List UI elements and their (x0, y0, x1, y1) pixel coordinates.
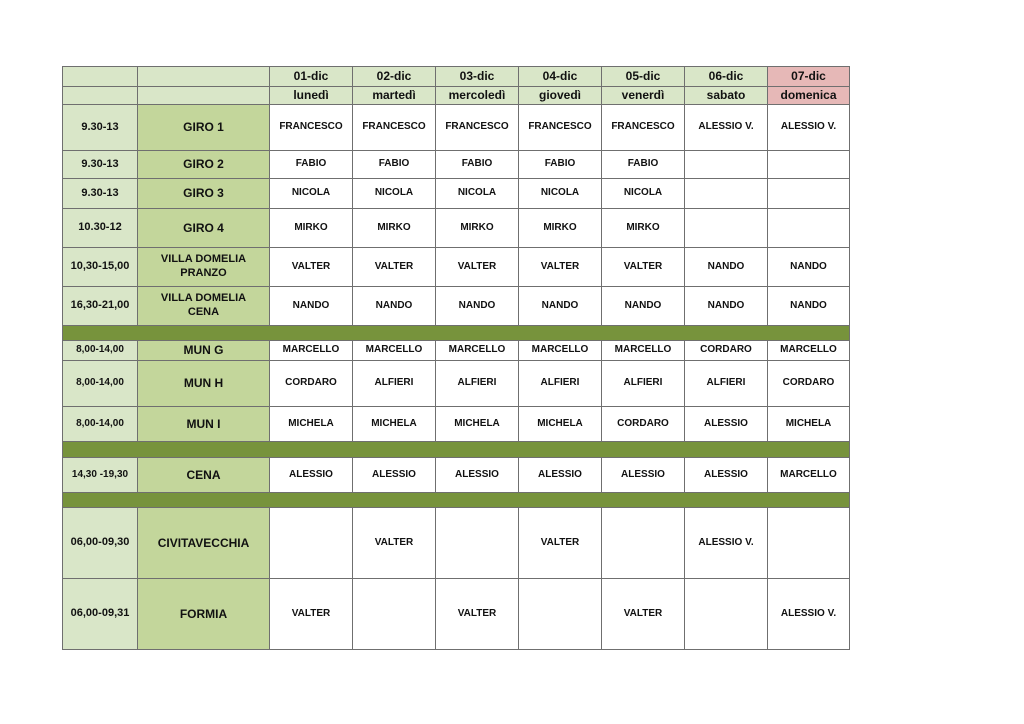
schedule-cell (436, 508, 519, 579)
schedule-cell: ALFIERI (685, 361, 768, 407)
schedule-cell: NANDO (685, 287, 768, 326)
schedule-cell: MIRKO (270, 209, 353, 248)
schedule-cell: MICHELA (436, 407, 519, 442)
schedule-cell: MICHELA (768, 407, 850, 442)
shift-label (138, 287, 270, 326)
schedule-cell (768, 179, 850, 209)
schedule-cell: ALFIERI (519, 361, 602, 407)
schedule-cell: VALTER (353, 508, 436, 579)
schedule-cell: CORDARO (602, 407, 685, 442)
schedule-cell: NICOLA (436, 179, 519, 209)
schedule-cell: NANDO (685, 248, 768, 287)
shift-label: CIVITAVECCHIA (138, 508, 270, 579)
table-row (63, 361, 850, 407)
schedule-cell: FABIO (519, 151, 602, 179)
schedule-cell: FRANCESCO (270, 105, 353, 151)
schedule-cell: CORDARO (270, 361, 353, 407)
shift-label: MUN G (138, 341, 270, 361)
table-row (63, 508, 850, 579)
header-blank-cell (63, 67, 138, 87)
header-day: sabato (685, 87, 768, 105)
shift-label-line2: CENA (187, 306, 220, 318)
schedule-cell: ALESSIO V. (768, 105, 850, 151)
schedule-cell: NICOLA (602, 179, 685, 209)
table-row (63, 407, 850, 442)
schedule-cell: ALESSIO (685, 407, 768, 442)
header-date-sunday: 07-dic (768, 67, 850, 87)
schedule-cell: VALTER (519, 248, 602, 287)
header-date: 06-dic (685, 67, 768, 87)
schedule-cell: VALTER (602, 579, 685, 650)
header-day-sunday: domenica (768, 87, 850, 105)
shift-label: GIRO 3 (138, 179, 270, 209)
schedule-cell: VALTER (436, 579, 519, 650)
schedule-cell (685, 579, 768, 650)
schedule-cell: MIRKO (602, 209, 685, 248)
time-slot: 8,00-14,00 (63, 341, 138, 361)
header-day: giovedì (519, 87, 602, 105)
schedule-cell: ALESSIO (436, 458, 519, 493)
schedule-cell (270, 508, 353, 579)
separator-row (63, 442, 850, 458)
schedule-cell (353, 579, 436, 650)
schedule-cell: MICHELA (270, 407, 353, 442)
table-row (63, 341, 850, 361)
schedule-cell: NANDO (768, 248, 850, 287)
schedule-cell: ALESSIO (602, 458, 685, 493)
schedule-cell: NANDO (602, 287, 685, 326)
schedule-cell: NANDO (353, 287, 436, 326)
schedule-cell: ALFIERI (436, 361, 519, 407)
schedule-cell (602, 508, 685, 579)
schedule-cell (519, 579, 602, 650)
schedule-cell: FRANCESCO (519, 105, 602, 151)
schedule-cell: NANDO (270, 287, 353, 326)
shift-label-line1: VILLA DOMELIA (160, 253, 247, 266)
time-slot: 8,00-14,00 (63, 361, 138, 407)
header-date: 01-dic (270, 67, 353, 87)
schedule-cell: VALTER (519, 508, 602, 579)
schedule-cell: MICHELA (353, 407, 436, 442)
shift-label: CENA (138, 458, 270, 493)
schedule-cell: CORDARO (685, 341, 768, 361)
time-slot: 8,00-14,00 (63, 407, 138, 442)
time-slot: 10.30-12 (63, 209, 138, 248)
schedule-cell: MARCELLO (768, 458, 850, 493)
schedule-cell: NICOLA (353, 179, 436, 209)
header-date: 02-dic (353, 67, 436, 87)
time-slot: 9.30-13 (63, 179, 138, 209)
schedule-cell: FRANCESCO (436, 105, 519, 151)
separator-bar (63, 493, 850, 508)
header-day: martedì (353, 87, 436, 105)
schedule-cell: FABIO (353, 151, 436, 179)
header-date: 04-dic (519, 67, 602, 87)
schedule-cell: MARCELLO (436, 341, 519, 361)
schedule-cell: MARCELLO (519, 341, 602, 361)
schedule-cell: MIRKO (519, 209, 602, 248)
schedule-cell: ALESSIO V. (685, 105, 768, 151)
schedule-cell: VALTER (270, 248, 353, 287)
schedule-cell: NANDO (436, 287, 519, 326)
shift-label (138, 248, 270, 287)
header-date: 03-dic (436, 67, 519, 87)
schedule-cell: NICOLA (270, 179, 353, 209)
schedule-cell: FABIO (436, 151, 519, 179)
schedule-cell: MARCELLO (768, 341, 850, 361)
time-slot: 14,30 -19,30 (63, 458, 138, 493)
table-row (63, 287, 850, 326)
schedule-cell: ALESSIO V. (768, 579, 850, 650)
time-slot: 06,00-09,31 (63, 579, 138, 650)
shift-label-line1: VILLA DOMELIA (160, 292, 247, 305)
schedule-cell: FABIO (602, 151, 685, 179)
schedule-table (62, 66, 850, 650)
schedule-cell: NANDO (768, 287, 850, 326)
schedule-cell (685, 151, 768, 179)
schedule-cell: MIRKO (353, 209, 436, 248)
header-dates-row (63, 67, 850, 87)
schedule-cell: FABIO (270, 151, 353, 179)
header-day: lunedì (270, 87, 353, 105)
schedule-cell: ALFIERI (602, 361, 685, 407)
schedule-cell: ALESSIO (519, 458, 602, 493)
schedule-cell: NICOLA (519, 179, 602, 209)
shift-label: GIRO 4 (138, 209, 270, 248)
separator-bar (63, 442, 850, 458)
header-blank-cell (138, 87, 270, 105)
schedule-cell (768, 209, 850, 248)
schedule-cell: FRANCESCO (602, 105, 685, 151)
table-row (63, 151, 850, 179)
schedule-cell: ALFIERI (353, 361, 436, 407)
schedule-cell: CORDARO (768, 361, 850, 407)
header-days-row (63, 87, 850, 105)
schedule-cell (685, 209, 768, 248)
schedule-cell (685, 179, 768, 209)
schedule-cell: VALTER (602, 248, 685, 287)
time-slot: 10,30-15,00 (63, 248, 138, 287)
schedule-cell (768, 151, 850, 179)
header-blank-cell (138, 67, 270, 87)
shift-label: MUN H (138, 361, 270, 407)
time-slot: 06,00-09,30 (63, 508, 138, 579)
schedule-cell: MARCELLO (270, 341, 353, 361)
schedule-cell: MICHELA (519, 407, 602, 442)
schedule-cell: VALTER (270, 579, 353, 650)
separator-bar (63, 326, 850, 341)
schedule-cell: MIRKO (436, 209, 519, 248)
schedule-cell: NANDO (519, 287, 602, 326)
separator-row (63, 326, 850, 341)
table-row (63, 579, 850, 650)
schedule-cell: ALESSIO V. (685, 508, 768, 579)
time-slot: 9.30-13 (63, 105, 138, 151)
shift-label: FORMIA (138, 579, 270, 650)
schedule-cell: ALESSIO (270, 458, 353, 493)
table-row (63, 209, 850, 248)
schedule-cell (768, 508, 850, 579)
header-date: 05-dic (602, 67, 685, 87)
shift-label: GIRO 1 (138, 105, 270, 151)
header-day: mercoledì (436, 87, 519, 105)
schedule-cell: ALESSIO (685, 458, 768, 493)
schedule-cell: FRANCESCO (353, 105, 436, 151)
shift-label: GIRO 2 (138, 151, 270, 179)
shift-label-line2: PRANZO (180, 267, 227, 279)
table-row (63, 179, 850, 209)
shift-label: MUN I (138, 407, 270, 442)
schedule-cell: MARCELLO (353, 341, 436, 361)
header-blank-cell (63, 87, 138, 105)
table-row (63, 248, 850, 287)
table-row (63, 458, 850, 493)
schedule-cell: ALESSIO (353, 458, 436, 493)
schedule-cell: VALTER (436, 248, 519, 287)
table-row (63, 105, 850, 151)
separator-row (63, 493, 850, 508)
schedule-cell: VALTER (353, 248, 436, 287)
header-day: venerdì (602, 87, 685, 105)
schedule-cell: MARCELLO (602, 341, 685, 361)
time-slot: 9.30-13 (63, 151, 138, 179)
time-slot: 16,30-21,00 (63, 287, 138, 326)
